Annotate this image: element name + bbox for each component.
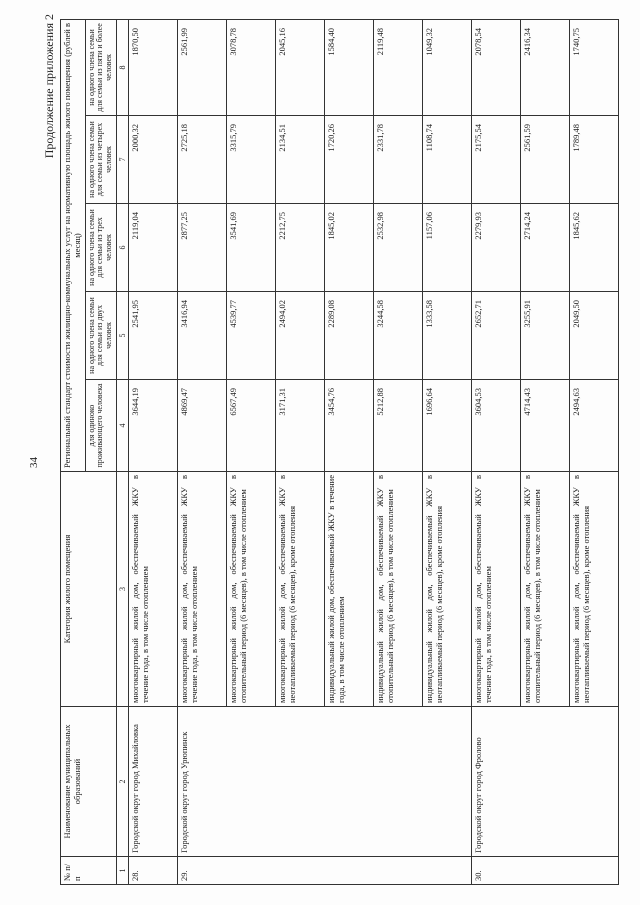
column-number: 4 [116, 380, 128, 472]
value-cell: 1584,40 [325, 19, 374, 115]
row-number: 29. [178, 857, 472, 885]
header-sub-2: на одного члена семьи для семьи из двух человек [85, 292, 116, 380]
category-cell: индивидуальный жилой дом, обеспечиваемый ЖКУ в отопительный период (6 месяцев), в том числе отоплением [374, 472, 423, 707]
value-cell: 2078,54 [472, 19, 521, 115]
value-cell: 3315,79 [227, 116, 276, 204]
value-cell: 1157,06 [423, 204, 472, 292]
value-cell: 2494,02 [276, 292, 325, 380]
column-number: 6 [116, 204, 128, 292]
value-cell: 2134,51 [276, 116, 325, 204]
value-cell: 1720,26 [325, 116, 374, 204]
value-cell: 2279,93 [472, 204, 521, 292]
category-cell: многоквартирный жилой дом, обеспечиваемый ЖКУ в течение года, в том числе отоплением [178, 472, 227, 707]
category-cell: многоквартирный жилой дом, обеспечиваемый ЖКУ в неотапливаемый период (6 месяцев), кроме отопления [570, 472, 619, 707]
value-cell: 3255,91 [521, 292, 570, 380]
appendix-title: Продолжение приложения 2 [42, 14, 56, 159]
value-cell: 2652,71 [472, 292, 521, 380]
value-cell: 2289,08 [325, 292, 374, 380]
table-body [129, 19, 619, 884]
value-cell: 2000,32 [129, 116, 178, 204]
value-cell: 2119,48 [374, 19, 423, 115]
value-cell: 2212,75 [276, 204, 325, 292]
value-cell: 2561,99 [178, 19, 227, 115]
column-number: 1 [116, 857, 128, 885]
row-number: 28. [129, 857, 178, 885]
table-row [472, 19, 521, 884]
value-cell: 2045,16 [276, 19, 325, 115]
value-cell: 5212,88 [374, 380, 423, 472]
column-number: 2 [116, 707, 128, 857]
category-cell: индивидуальный жилой дом, обеспечиваемый ЖКУ в течение года, в том числе отоплением [325, 472, 374, 707]
header-sub-1: для одиноко проживающего человека [85, 380, 116, 472]
value-cell: 1108,74 [423, 116, 472, 204]
value-cell: 2175,54 [472, 116, 521, 204]
value-cell: 2119,04 [129, 204, 178, 292]
column-number: 5 [116, 292, 128, 380]
column-number: 7 [116, 116, 128, 204]
value-cell: 1696,64 [423, 380, 472, 472]
value-cell: 3244,58 [374, 292, 423, 380]
value-cell: 3454,76 [325, 380, 374, 472]
value-cell: 2532,98 [374, 204, 423, 292]
table-row [178, 19, 227, 884]
header-num: № п/п [61, 857, 117, 885]
value-cell: 4539,77 [227, 292, 276, 380]
value-cell: 3171,31 [276, 380, 325, 472]
value-cell: 1740,75 [570, 19, 619, 115]
municipality-name: Городской округ город Урюпинск [178, 707, 472, 857]
value-cell: 1049,32 [423, 19, 472, 115]
column-number: 8 [116, 19, 128, 115]
value-cell: 2714,24 [521, 204, 570, 292]
value-cell: 2877,25 [178, 204, 227, 292]
header-sub-3: на одного члена семьи для семьи из трех человек [85, 204, 116, 292]
value-cell: 3604,53 [472, 380, 521, 472]
value-cell: 2049,50 [570, 292, 619, 380]
category-cell: многоквартирный жилой дом, обеспечиваемый ЖКУ в неотапливаемый период (6 месяцев), кроме отопления [276, 472, 325, 707]
value-cell: 4714,43 [521, 380, 570, 472]
value-cell: 1845,02 [325, 204, 374, 292]
header-standard: Региональный стандарт стоимости жилищно-коммунальных услуг на нормативную площадь жилого помещения (рублей в месяц) [61, 19, 86, 471]
municipality-name: Городской округ город Михайловка [129, 707, 178, 857]
value-cell: 3416,94 [178, 292, 227, 380]
category-cell: многоквартирный жилой дом, обеспечиваемый ЖКУ в течение года, в том числе отоплением [472, 472, 521, 707]
column-number: 3 [116, 472, 128, 707]
table-row [129, 19, 178, 884]
header-name: Наименование муниципальных образований [61, 707, 117, 857]
value-cell: 2494,63 [570, 380, 619, 472]
category-cell: многоквартирный жилой дом, обеспечиваемый ЖКУ в течение года, в том числе отоплением [129, 472, 178, 707]
value-cell: 6567,49 [227, 380, 276, 472]
value-cell: 1789,48 [570, 116, 619, 204]
value-cell: 1845,62 [570, 204, 619, 292]
municipality-name: Городской округ город Фролово [472, 707, 619, 857]
column-numbers-row [116, 19, 128, 884]
value-cell: 1333,58 [423, 292, 472, 380]
value-cell: 3078,78 [227, 19, 276, 115]
header-sub-4: на одного члена семьи для семьи из четырех человек [85, 116, 116, 204]
value-cell: 2331,78 [374, 116, 423, 204]
category-cell: индивидуальный жилой дом, обеспечиваемый ЖКУ в неотапливаемый период (6 месяцев), кроме отопления [423, 472, 472, 707]
standards-table [60, 19, 619, 885]
category-cell: многоквартирный жилой дом, обеспечиваемый ЖКУ в отопительный период (6 месяцев), в том числе отоплением [227, 472, 276, 707]
value-cell: 2725,18 [178, 116, 227, 204]
page-number: 34 [28, 457, 40, 468]
row-number: 30. [472, 857, 619, 885]
value-cell: 2541,95 [129, 292, 178, 380]
value-cell: 3541,69 [227, 204, 276, 292]
value-cell: 2561,59 [521, 116, 570, 204]
value-cell: 4869,47 [178, 380, 227, 472]
category-cell: многоквартирный жилой дом, обеспечиваемый ЖКУ в отопительный период (6 месяцев), в том числе отоплением [521, 472, 570, 707]
value-cell: 1870,50 [129, 19, 178, 115]
value-cell: 3644,19 [129, 380, 178, 472]
value-cell: 2416,34 [521, 19, 570, 115]
header-category: Категория жилого помещения [61, 472, 117, 707]
header-sub-5: на одного члена семьи для семьи из пяти и более человек [85, 19, 116, 115]
